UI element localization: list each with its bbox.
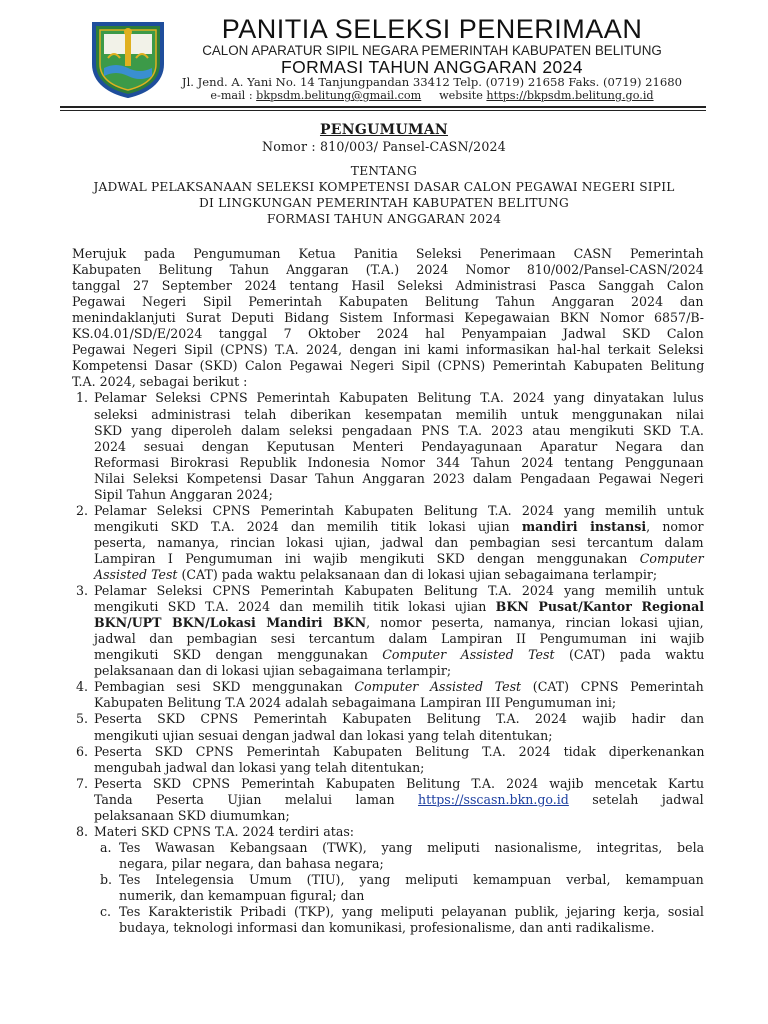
text-run: Merujuk pada Pengumuman Ketua Panitia Seleksi Penerimaan CASN Pemerintah: [72, 246, 704, 261]
text-run: setelah jadwal: [568, 791, 704, 807]
text-line: [94, 760, 424, 776]
text-run: Peserta SKD CPNS Pemerintah Kabupaten Belitung T.A. 2024 wajib hadir dan: [94, 711, 705, 727]
announcement-subject-line: DI LINGKUNGAN PEMERINTAH KABUPATEN BELITUNG: [199, 196, 569, 210]
text-line: [94, 487, 273, 503]
text-line: [94, 407, 704, 423]
text-run: Pelamar Seleksi CPNS Pemerintah Kabupaten Belitung T.A. 2024 yang memilih untuk: [94, 583, 704, 599]
text-run: seleksi administrasi telah diberikan kesempatan memilih untuk menggunakan nilai: [94, 406, 704, 422]
text-run: menindaklanjuti Surat Deputi Bidang Sistem Informasi Kepegawaian BKN Nomor 6857/B-: [72, 310, 705, 326]
text-line: [94, 455, 704, 471]
text-run: mengikuti SKD T.A. 2024 dan memilih titik lokasi ujian: [94, 599, 496, 615]
text-run: Materi SKD CPNS T.A. 2024 terdiri atas:: [94, 823, 355, 839]
text-line: [72, 342, 704, 358]
text-run: Lampiran I Pengumuman ini wajib mengikuti SKD dengan menggunakan: [94, 550, 640, 566]
text-line: [119, 888, 364, 904]
sub-item-label: c.: [100, 904, 112, 920]
text-run: , nomor peserta, namanya, rincian lokasi ujian,: [366, 615, 704, 631]
bold-text: BKN/UPT BKN/Lokasi Mandiri BKN: [94, 615, 367, 631]
text-line: [94, 744, 704, 760]
text-line: [72, 326, 704, 342]
letterhead-title: PANITIA SELEKSI PENERIMAAN: [221, 14, 643, 44]
text-run: Tes Wawasan Kebangsaan (TWK), yang meliputi nasionalisme, integritas, bela: [119, 839, 705, 855]
text-run: Reformasi Birokrasi Republik Indonesia Nomor 344 Tahun 2024 tentang Penggunaan: [94, 454, 704, 470]
text-line: [72, 374, 247, 390]
text-run: budaya, teknologi informasi dan komunikasi, profesionalisme, dan anti radikalisme.: [119, 920, 655, 936]
text-line: [94, 792, 704, 808]
text-line: [72, 278, 704, 294]
text-line: [94, 567, 657, 583]
text-line: [72, 246, 704, 262]
text-run: mengikuti ujian sesuai dengan jadwal dan lokasi yang telah ditentukan;: [94, 727, 553, 743]
text-line: [94, 583, 704, 599]
text-run: Peserta SKD CPNS Pemerintah Kabupaten Belitung T.A. 2024 wajib mencetak Kartu: [94, 775, 705, 791]
text-line: [72, 262, 704, 278]
text-run: Tanda Peserta Ujian melalui laman: [94, 791, 418, 807]
text-line: [94, 599, 704, 615]
text-run: peserta, namanya, rincian lokasi ujian, jadwal dan pembagian sesi tercantum dalam: [94, 534, 704, 550]
announcement-subject-line: JADWAL PELAKSANAAN SELEKSI KOMPETENSI DASAR CALON PEGAWAI NEGERI SIPIL: [93, 180, 675, 194]
text-line: [94, 776, 704, 792]
list-item-number: 4.: [75, 679, 88, 695]
italic-text: Computer Assisted Test: [382, 647, 555, 663]
text-run: Pembagian sesi SKD menggunakan: [94, 679, 355, 695]
text-line: [94, 551, 704, 567]
text-run: Pegawai Negeri Sipil Pemerintah Kabupaten Belitung Tahun Anggaran 2024 dan: [72, 294, 704, 310]
text-line: [94, 728, 553, 744]
sub-item-label: a.: [100, 839, 112, 855]
text-line: [94, 679, 704, 695]
text-line: [94, 663, 451, 679]
text-line: [94, 824, 354, 840]
text-line: [94, 390, 704, 406]
announcement-number: Nomor : 810/003/ Pansel-CASN/2024: [262, 139, 506, 154]
text-run: Nilai Seleksi Kompetensi Dasar Tahun Anggaran 2023 dalam Pengadaan Pegawai Negeri: [94, 470, 704, 486]
email-link[interactable]: bkpsdm.belitung@gmail.com: [256, 89, 422, 102]
website-label: website: [439, 89, 483, 102]
text-run: pelaksanaan dan di lokasi ujian sebagaimana terlampir;: [94, 663, 452, 679]
text-line: [94, 503, 704, 519]
text-run: negara, pilar negara, dan bahasa negara;: [119, 855, 384, 871]
text-run: T.A. 2024, sebagai berikut :: [72, 374, 248, 390]
letterhead-subtitle: CALON APARATUR SIPIL NEGARA PEMERINTAH KABUPATEN BELITUNG: [202, 43, 662, 58]
list-item-number: 1.: [75, 390, 88, 406]
text-line: [94, 711, 704, 727]
italic-text: Computer: [639, 550, 704, 566]
text-run: Kabupaten Belitung Tahun Anggaran (T.A.) 2024 Nomor 810/002/Pansel-CASN/2024: [72, 262, 704, 278]
text-run: SKD yang diperoleh dalam seleksi pengadaan PNS T.A. 2023 atau mengikuti SKD T.A.: [94, 422, 704, 438]
italic-text: Computer Assisted Test: [354, 679, 522, 695]
text-line: [72, 310, 704, 326]
text-run: mengikuti SKD dengan menggunakan: [94, 647, 383, 663]
announcement-subject-line: FORMASI TAHUN ANGGARAN 2024: [266, 212, 502, 226]
text-line: [94, 471, 704, 487]
bold-text: BKN Pusat/Kantor Regional: [495, 599, 705, 615]
sscasn-link[interactable]: https://sscasn.bkn.go.id: [418, 791, 569, 807]
text-line: [94, 423, 704, 439]
text-line: [119, 856, 384, 872]
text-run: Kompetensi Dasar (SKD) Calon Pegawai Negeri Sipil (CPNS) Pemerintah Kabupaten Belitung: [72, 358, 705, 374]
text-run: mengikuti SKD T.A. 2024 dan memilih titik lokasi ujian: [94, 518, 522, 534]
sub-item-label: b.: [100, 871, 113, 887]
list-item-number: 5.: [75, 711, 88, 727]
text-line: [94, 535, 704, 551]
text-line: [72, 358, 704, 374]
list-item-number: 3.: [75, 583, 88, 599]
text-run: Kabupaten Belitung T.A 2024 adalah sebagaimana Lampiran III Pengumuman ini;: [94, 695, 617, 711]
list-item-number: 8.: [75, 823, 88, 839]
text-run: Peserta SKD CPNS Pemerintah Kabupaten Belitung T.A. 2024 tidak diperkenankan: [94, 743, 705, 759]
text-run: Pelamar Seleksi CPNS Pemerintah Kabupaten Belitung T.A. 2024 yang memilih untuk: [94, 502, 704, 518]
text-run: (CAT) CPNS Pemerintah: [521, 679, 704, 695]
list-item-number: 7.: [75, 775, 88, 791]
list-item-number: 6.: [75, 743, 88, 759]
text-run: pelaksanaan SKD diumumkan;: [94, 807, 290, 823]
list-item-number: 2.: [75, 502, 88, 518]
letterhead-formation: FORMASI TAHUN ANGGARAN 2024: [281, 57, 583, 77]
text-run: numerik, dan kemampuan figural; dan: [119, 888, 365, 903]
text-run: (CAT) pada waktu pelaksanaan dan di lokasi ujian sebagaimana terlampir;: [177, 567, 658, 582]
text-run: 2024 sesuai dengan Keputusan Menteri Pendayagunaan Aparatur Negara dan: [94, 438, 705, 454]
text-line: [94, 631, 704, 647]
text-run: Sipil Tahun Anggaran 2024;: [94, 486, 273, 502]
announcement-title: PENGUMUMAN: [319, 122, 449, 138]
text-line: [72, 294, 704, 310]
belitung-regency-logo-icon: [90, 20, 166, 98]
letterhead-rule-thin: [60, 110, 706, 111]
text-run: tanggal 27 September 2024 tentang Hasil Seleksi Administrasi Pasca Sanggah Calon: [72, 278, 704, 294]
text-run: KS.04.01/SD/E/2024 tanggal 7 Oktober 2024 hal Penyampaian Jadwal SKD Calon: [72, 326, 704, 342]
text-run: , nomor: [646, 518, 704, 534]
text-run: mengubah jadwal dan lokasi yang telah ditentukan;: [94, 759, 425, 775]
text-line: [119, 872, 704, 888]
text-line: [94, 808, 290, 824]
text-run: Tes Intelegensia Umum (TIU), yang meliputi kemampuan verbal, kemampuan: [119, 871, 704, 887]
text-line: [94, 615, 704, 631]
letterhead-rule-thick: [60, 106, 706, 108]
text-run: jadwal dan pembagian sesi tercantum dalam Lampiran II Pengumuman ini wajib: [94, 631, 705, 647]
text-line: [94, 695, 616, 711]
text-run: Tes Karakteristik Pribadi (TKP), yang meliputi pelayanan publik, jejaring kerja, sosial: [119, 904, 704, 920]
letterhead-address: Jl. Jend. A. Yani No. 14 Tanjungpandan 33412 Telp. (0719) 21658 Faks. (0719) 21680: [181, 75, 683, 89]
text-line: [94, 647, 704, 663]
website-link[interactable]: https://bkpsdm.belitung.go.id: [486, 89, 654, 102]
email-label: e-mail :: [210, 89, 253, 102]
letterhead-contacts: [172, 89, 692, 102]
text-run: Pelamar Seleksi CPNS Pemerintah Kabupaten Belitung T.A. 2024 yang dinyatakan lulus: [94, 390, 704, 406]
italic-text: Assisted Test: [94, 567, 178, 582]
announcement-about: TENTANG: [350, 164, 418, 178]
text-line: [119, 920, 654, 936]
text-run: Pegawai Negeri Sipil (CPNS) T.A. 2024, dengan ini kami informasikan hal-hal terkait Seleksi: [72, 342, 704, 358]
bold-text: mandiri instansi: [521, 518, 647, 534]
text-run: (CAT) pada waktu: [554, 647, 705, 663]
text-line: [94, 519, 704, 535]
text-line: [119, 904, 704, 920]
text-line: [119, 840, 704, 856]
text-line: [94, 439, 704, 455]
